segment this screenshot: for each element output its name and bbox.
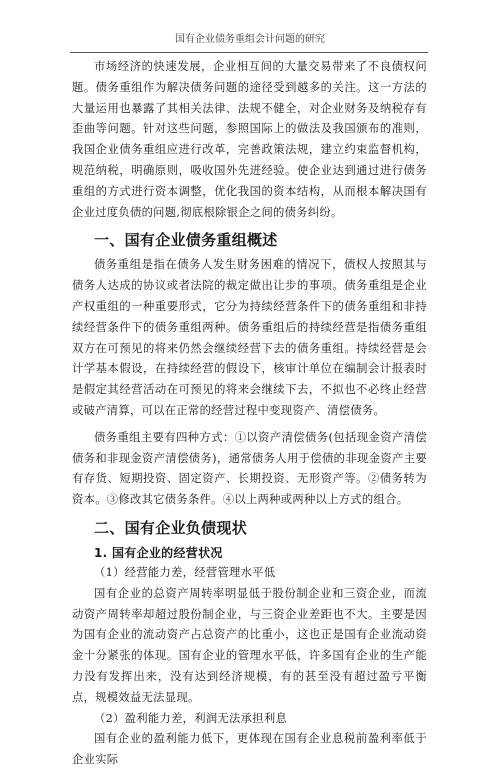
document-body: [72, 57, 427, 771]
section-1-paragraph-1: 债务重组是指在债务人发生财务困难的情况下，债权人按照其与债务人达成的协议或者法院的裁定做出让步的事项。债务重组是企业产权重组的一种重要形式，它分为持续经营条件下的债务重组和非持续经营条件下的债务重组两种。债务重组后的持续经营是指债务重组双方在可预见的将来仍然会继续经营下去的债务重组。持续经营是会计学基本假设，在持续经营的假设下，核审计单位在编制会计报表时是假定其经营活动在可预见的将来会继续下去，不拟也不必终止经营或破产清算，可以在正常的经营过程中变现资产、清偿债务。: [72, 258, 427, 417]
item-2-body: 国有企业的盈利能力低下，更体现在国有企业息税前盈利率低于企业实际: [72, 732, 427, 767]
intro-paragraph: 市场经济的快速发展，企业相互间的大量交易带来了不良债权问题。债务重组作为解决债务问题的途径受到越多的关注。这一方法的大量运用也暴露了其相关法律、法规不健全，对企业财务及纳税存有歪曲等问题。针对这些问题，参照国际上的做法及我国颁布的准则，我国企业债务重组应进行改革，完善政策法规，建立约束监督机构，规范纳税，明确原则，吸收国外先进经验。使企业达到通过进行债务重组的方式进行资本调整，优化我国的资本结构，从而根本解决国有企业过度负债的问题,彻底根除银企之间的债务纠纷。: [72, 60, 427, 219]
item-1-body: 国有企业的总资产周转率明显低于股份制企业和三资企业，而流动资产周转率却超过股份制企业，与三资企业差距也不大。主要是因为国有企业的流动资产占总资产的比重小，这也正是国有企业流动资金十分紧张的体现。国有企业的管理水平低，许多国有企业的生产能力没有发挥出来，没有达到经济规模，有的甚至没有超过盈亏平衡点，规模效益无法显现。: [72, 586, 427, 704]
section-2-heading: 二、国有企业负债现状: [94, 518, 248, 537]
header-divider: [70, 52, 428, 53]
item-2-title: （2）盈利能力差，利润无法承担利息: [94, 711, 288, 725]
item-1-title: （1）经营能力差，经营管理水平低: [94, 565, 276, 579]
page-header: 国有企业债务重组会计问题的研究: [175, 34, 325, 45]
section-1-heading: 一、国有企业债务重组概述: [94, 231, 278, 250]
subsection-1-heading: 1. 国有企业的经营状况: [94, 545, 223, 560]
section-1-paragraph-2: 债务重组主要有四种方式：①以资产清偿债务(包括现金资产清偿债务和非现金资产清偿债务)，通常债务人用于偿债的非现金资产主要有存货、短期投资、固定资产、长期投资、无形资产等。②债务转为资本。③修改其它债务条件。④以上两种或两种以上方式的组合。: [72, 430, 427, 507]
